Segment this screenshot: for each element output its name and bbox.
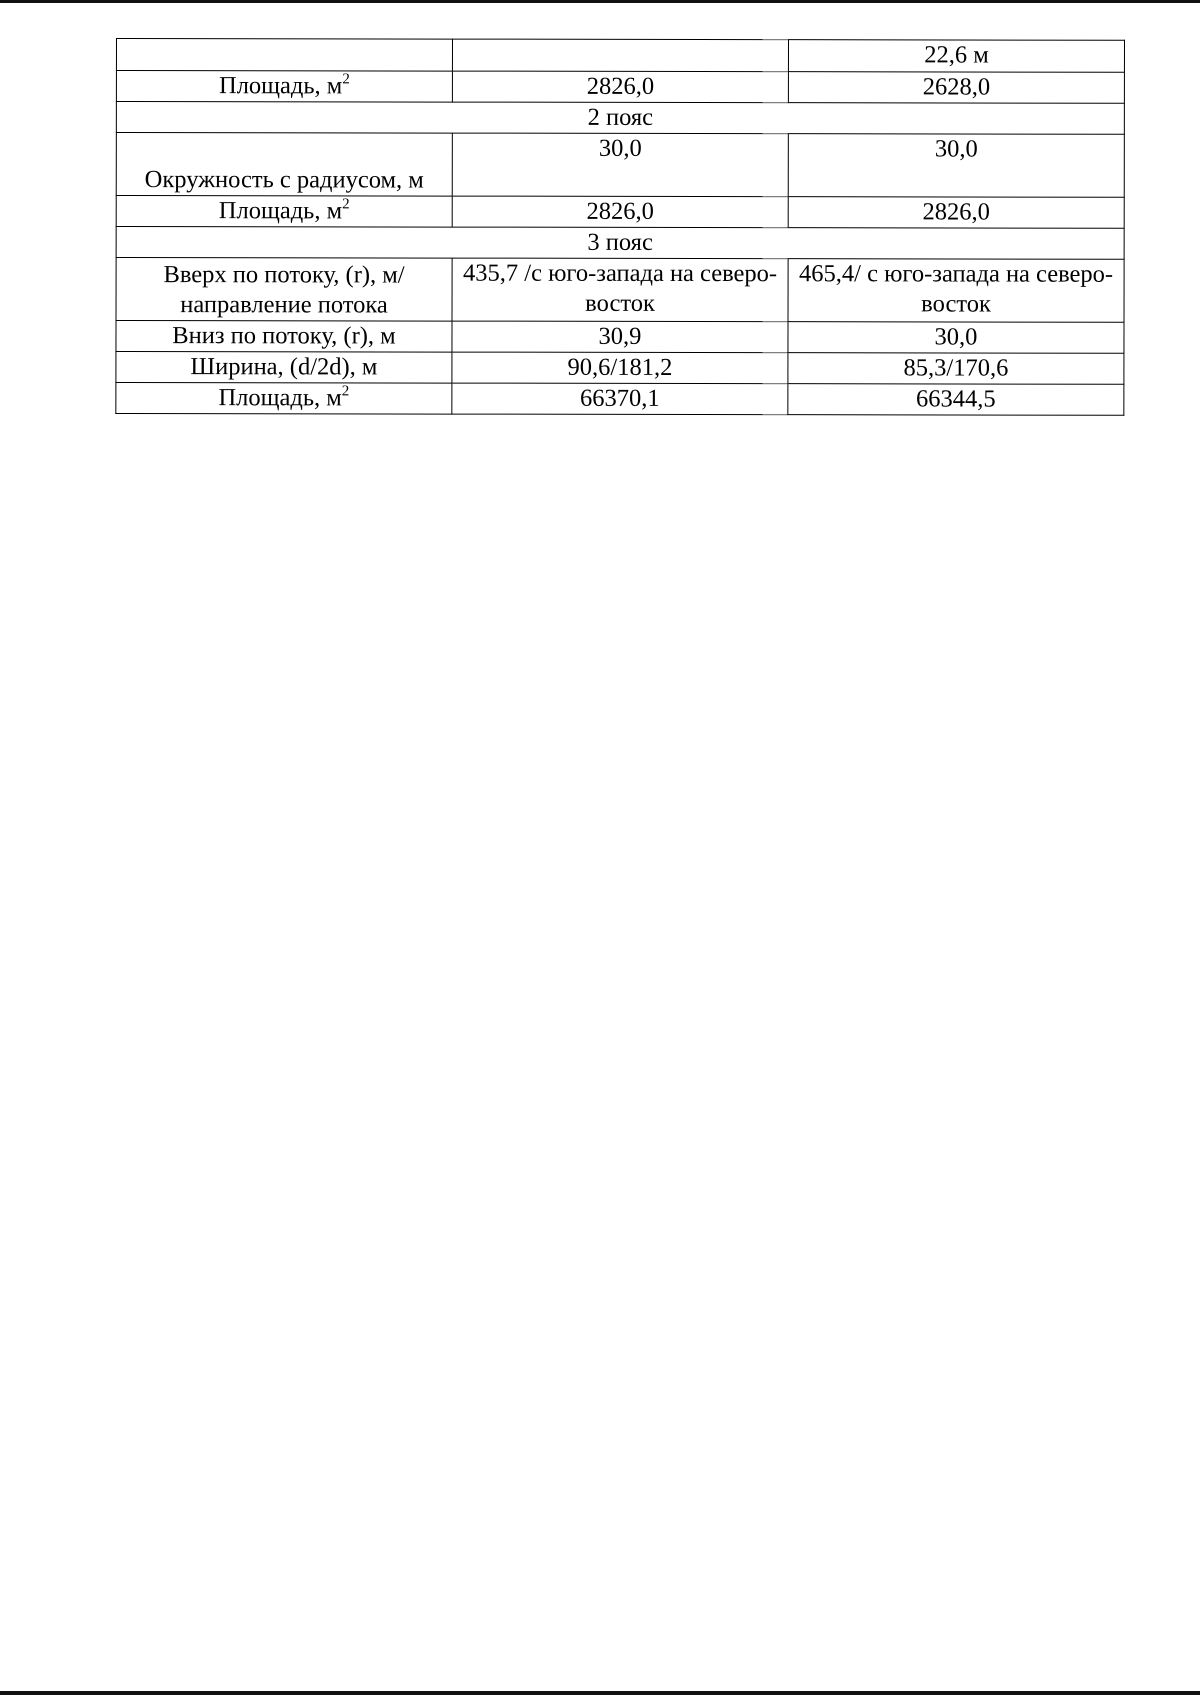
table-cell-value-1	[452, 39, 788, 72]
table-cell-label: Окружность с радиусом, м	[116, 133, 452, 197]
superscript: 2	[342, 196, 350, 213]
table-row	[116, 71, 1124, 104]
table-cell-label: Вверх по потоку, (r), м/направление потока	[116, 258, 452, 322]
table-cell-label	[116, 39, 452, 72]
table-cell-value-2: 30,0	[788, 134, 1124, 198]
table-row	[116, 321, 1124, 354]
table-cell-value-1: 30,9	[452, 321, 788, 353]
superscript: 2	[341, 383, 350, 400]
table-cell-label: Ширина, (d/2d), м	[116, 352, 452, 384]
table-cell-value-2: 66344,5	[788, 384, 1124, 416]
label-text: Площадь, м	[218, 384, 342, 412]
table-row	[116, 258, 1124, 323]
superscript: 2	[342, 71, 350, 88]
table-row	[116, 383, 1124, 416]
table-cell-value-2: 2628,0	[788, 72, 1124, 104]
table-cell-value-2: 30,0	[788, 322, 1124, 354]
table-cell-value-1: 2826,0	[452, 196, 788, 228]
table-cell-label: Вниз по потоку, (r), м	[116, 321, 452, 353]
table-cell-value-1: 90,6/181,2	[452, 352, 788, 384]
scan-top-edge	[0, 0, 1200, 3]
label-text: Площадь, м	[218, 72, 343, 100]
table-cell-value-2: 465,4/ с юго-запада на северо-восток	[788, 259, 1124, 323]
table-cell-value-1: 2826,0	[452, 71, 788, 103]
table-cell-value-2: 22,6 м	[788, 40, 1124, 73]
table-cell-value-2: 2826,0	[788, 197, 1124, 229]
scan-bottom-edge	[0, 1691, 1200, 1695]
table-cell-label	[116, 196, 452, 228]
zones-table	[115, 38, 1125, 416]
section-title: 2 пояс	[116, 102, 1124, 135]
table-cell-value-2: 85,3/170,6	[788, 353, 1124, 385]
table-cell-value-1: 435,7 /с юго-запада на северо-восток	[452, 258, 788, 322]
table-row	[116, 196, 1124, 229]
table-row	[116, 39, 1124, 73]
table-cell-label	[116, 71, 452, 103]
table-cell-value-1: 30,0	[452, 133, 788, 197]
table-row	[116, 352, 1124, 385]
section-row	[116, 102, 1124, 135]
table-row	[116, 133, 1124, 198]
label-text: Площадь, м	[218, 197, 343, 225]
table-cell-label	[116, 383, 452, 415]
table-cell-value-1: 66370,1	[452, 383, 788, 415]
section-title: 3 пояс	[116, 227, 1124, 260]
section-row	[116, 227, 1124, 260]
